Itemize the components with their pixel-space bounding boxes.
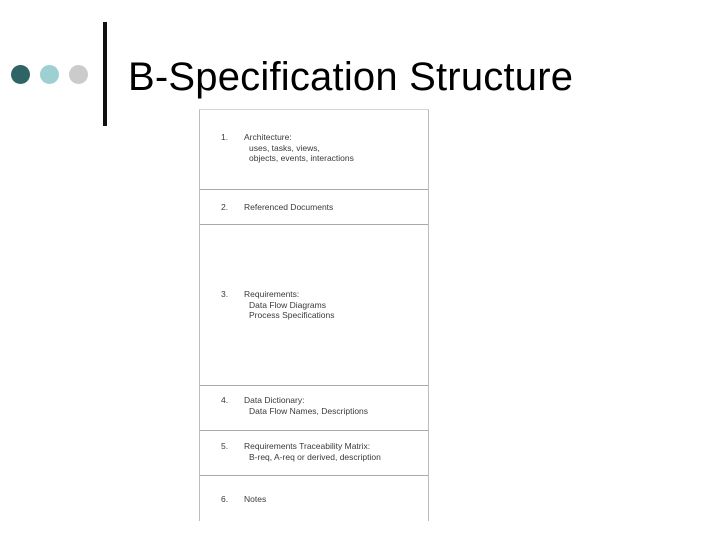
section-content [244, 494, 266, 505]
title-divider-bar [103, 22, 107, 126]
section-content [244, 202, 333, 213]
dark-teal-dot-icon [11, 65, 30, 84]
section-number: 4. [221, 395, 229, 405]
section-row-requirements [200, 225, 428, 386]
section-content [244, 289, 335, 321]
section-line: B-req, A-req or derived, description [249, 451, 381, 462]
section-heading: Requirements: [244, 289, 300, 299]
section-line: Data Flow Diagrams [249, 299, 326, 310]
section-heading: Notes [244, 494, 267, 504]
section-heading: Architecture: [244, 132, 292, 142]
specification-table [199, 109, 429, 521]
section-line: uses, tasks, views, [249, 142, 320, 153]
light-teal-dot-icon [40, 65, 59, 84]
section-row-data-dictionary [200, 386, 428, 431]
section-heading: Referenced Documents [244, 202, 334, 212]
section-number: 6. [221, 494, 229, 504]
section-row-referenced-documents [200, 190, 428, 225]
section-number: 2. [221, 202, 229, 212]
gray-dot-icon [69, 65, 88, 84]
slide-title: B-Specification Structure [128, 55, 574, 99]
section-row-notes [200, 476, 428, 522]
section-line: Process Specifications [249, 310, 335, 320]
section-number: 3. [221, 289, 229, 299]
section-number: 1. [221, 132, 229, 142]
section-content [244, 441, 381, 462]
section-content [244, 395, 368, 416]
section-number: 5. [221, 441, 229, 451]
section-row-traceability-matrix [200, 431, 428, 476]
section-line: objects, events, interactions [249, 153, 354, 163]
section-line: Data Flow Names, Descriptions [249, 405, 369, 416]
section-row-architecture [200, 110, 428, 190]
section-content [244, 132, 354, 164]
section-heading: Requirements Traceability Matrix: [244, 441, 371, 451]
section-heading: Data Dictionary: [244, 395, 305, 405]
